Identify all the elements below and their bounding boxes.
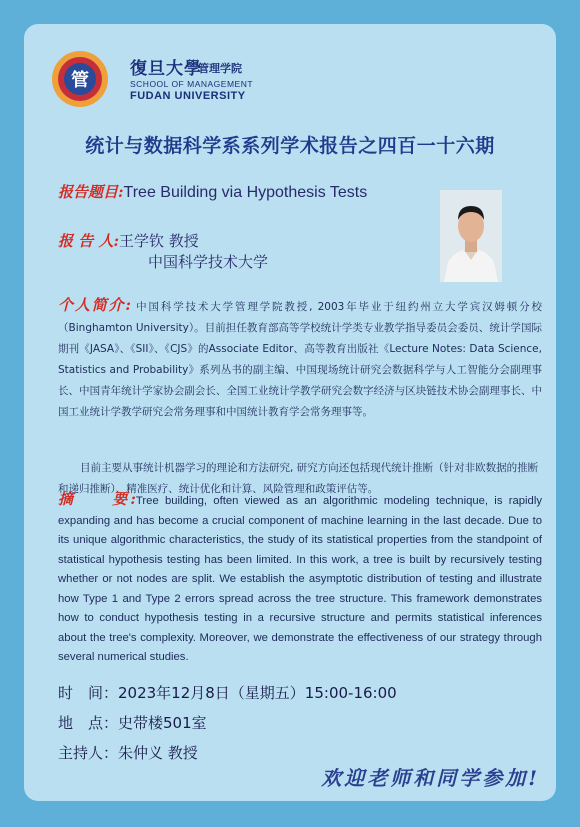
speaker-photo [440, 190, 502, 282]
abstract-paragraph [58, 490, 542, 668]
poster-card [24, 24, 556, 801]
welcome-message: 欢迎老师和同学参加! [321, 766, 540, 790]
bio-label: 个人简介: [58, 296, 131, 314]
school-logo-icon [50, 49, 110, 109]
speaker-affiliation: 中国科学技术大学 [148, 253, 269, 271]
topic-label: 报告题目: [58, 183, 124, 201]
bio-paragraph-2: 目前主要从事统计机器学习的理论和方法研究, 研究方向还包括现代统计推断（针对非欧数据的推断和递归推断）、精准医疗、统计优化和计算、风险管理和政策评估等。 [58, 462, 539, 495]
bio-paragraph [58, 295, 542, 423]
abstract-label: 摘 要: [58, 490, 136, 508]
logo-glyph: 管 [71, 70, 89, 91]
school-name-cn: 復旦大學 [130, 59, 202, 79]
school-name-en-1: SCHOOL OF MANAGEMENT [130, 79, 254, 89]
school-name-en-2: FUDAN UNIVERSITY [130, 90, 246, 102]
speaker-name: 王学钦 教授 [118, 232, 199, 250]
speaker-portrait-icon [440, 190, 502, 282]
info-host: 主持人：朱仲义 教授 [58, 744, 198, 762]
speaker-row [58, 230, 199, 251]
abstract-text: Tree building, often viewed as an algorithmic modeling technique, is rapidly expanding and has become a crucial component of machine learning in the last decade. Due to its unique algorithmic characteristics, the study of its statistical properties from the standpoint of statistical hypothesis testing has been limited. In this work, a tree is built by recursively testing whether or not nodes are split. We establish the asymptotic distribution of testing and illustrate how Type 1 and Type 2 errors spread across the tree structure. This framework demonstrates how to conduct hypothesis testing in a recursive structure and permits statistical inferences about the tree's complexity. Moreover, we demonstrate the effectiveness of our strategy through several numerical studies. [58, 495, 542, 663]
topic-row [58, 181, 367, 202]
speaker-label: 报 告 人: [58, 232, 119, 250]
info-place: 地 点：史带楼501室 [58, 714, 207, 732]
topic-value: Tree Building via Hypothesis Tests [123, 184, 368, 201]
info-time: 时 间：2023年12月8日（星期五）15:00-16:00 [58, 684, 397, 702]
bio-text: 中国科学技术大学管理学院教授, 2003年毕业于纽约州立大学宾汉姆顿分校（Binghamton University）。目前担任教育部高等学校统计学类专业教学指导委员会委员、统计学国际期刊《JASA》、《SII》、《CJS》的Associate Editor、高等教育出版社《Lecture Notes: Data Science, Statistics and Probability》系列丛书的副主编、中国现场统计研究会数据科学与人工智能分会副理事长、中国青年统计学家协会副会长、全国工业统计学教学研究会数字经济与区块链技术协会副理事长、中国工业统计学教学研究会常务理事和中国统计教育学会常务理事等。 [58, 301, 542, 418]
school-subname-cn: 管理学院 [198, 62, 242, 75]
series-title: 统计与数据科学系系列学术报告之四百一十六期 [85, 135, 495, 157]
